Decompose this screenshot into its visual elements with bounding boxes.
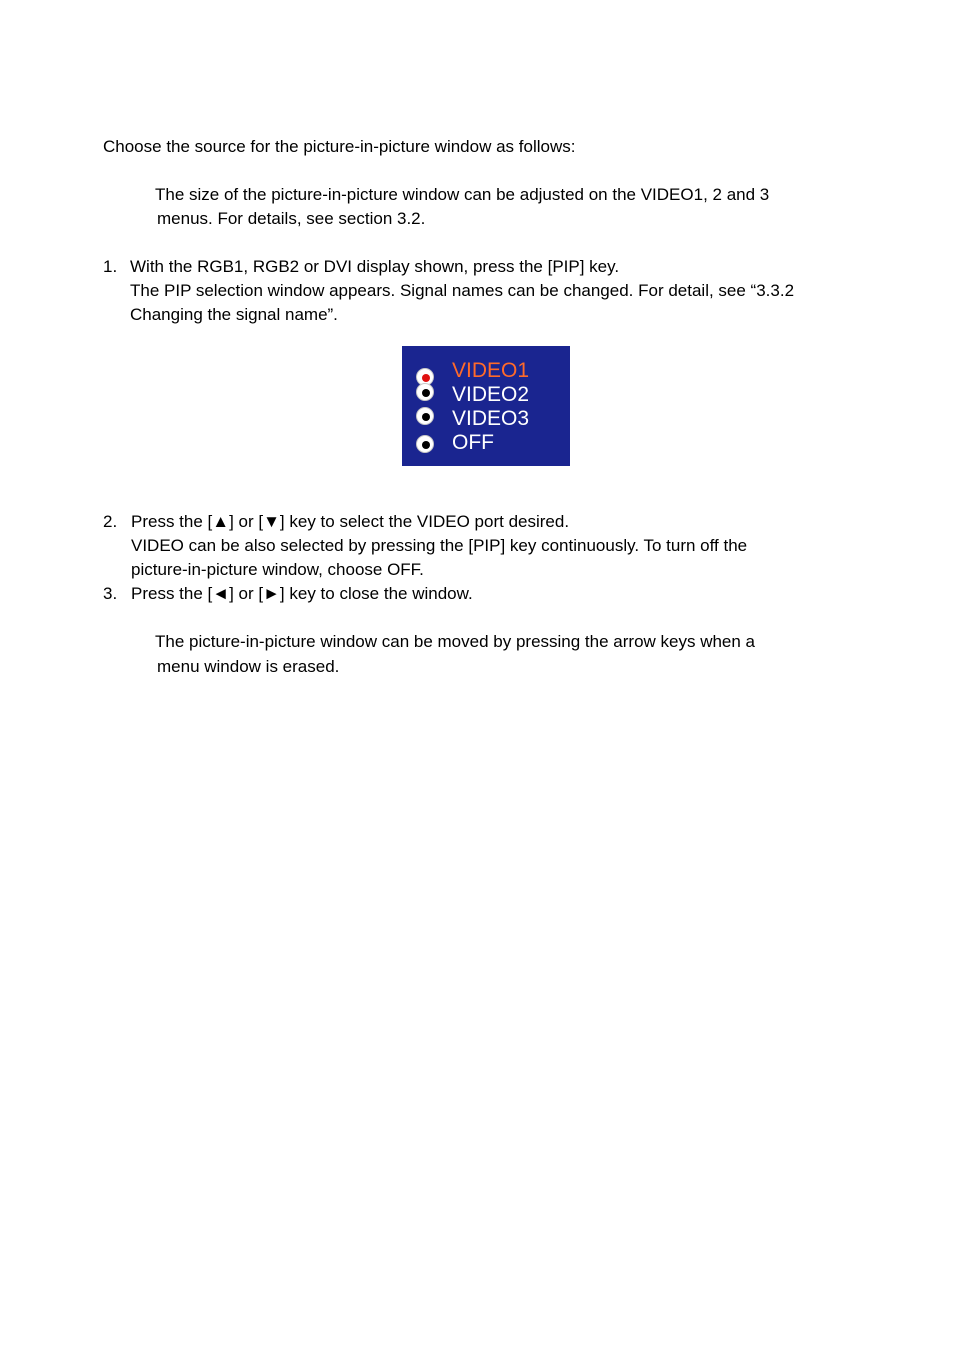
step-2-line-3: picture-in-picture window, choose OFF. xyxy=(131,560,424,579)
pip-option-off[interactable] xyxy=(402,430,570,454)
step-1-line-2: The PIP selection window appears. Signal names can be changed. For detail, see “3.3.2 xyxy=(130,281,795,300)
pip-option-label: VIDEO1 xyxy=(452,359,530,382)
note-size-line-1: The size of the picture-in-picture window can be adjusted on the VIDEO1, 2 and 3 xyxy=(155,185,770,204)
radio-unselected-icon xyxy=(416,383,434,401)
pip-option-video2[interactable] xyxy=(402,382,570,406)
pip-option-label: VIDEO3 xyxy=(452,407,530,430)
intro-text: Choose the source for the picture-in-picture window as follows: xyxy=(103,137,576,156)
pip-option-label: VIDEO2 xyxy=(452,383,530,406)
step-3-line-1: Press the [◄] or [►] key to close the window. xyxy=(131,584,473,603)
radio-unselected-icon xyxy=(416,435,434,453)
note-move-line-2: menu window is erased. xyxy=(157,657,340,676)
pip-option-video3[interactable] xyxy=(402,406,570,430)
step-2-line-2: VIDEO can be also selected by pressing the [PIP] key continuously. To turn off the xyxy=(131,536,748,555)
pip-option-video1[interactable] xyxy=(402,358,570,382)
step-1-number: 1. xyxy=(103,257,118,276)
step-1-line-3: Changing the signal name”. xyxy=(130,305,338,324)
radio-unselected-icon xyxy=(416,407,434,425)
step-1-line-1: With the RGB1, RGB2 or DVI display shown, press the [PIP] key. xyxy=(130,257,620,276)
note-size-line-2: menus. For details, see section 3.2. xyxy=(157,209,426,228)
step-3-number: 3. xyxy=(103,584,118,603)
pip-selection-window xyxy=(402,346,570,466)
step-2-number: 2. xyxy=(103,512,118,531)
note-move-line-1: The picture-in-picture window can be moved by pressing the arrow keys when a xyxy=(155,632,756,651)
pip-option-label: OFF xyxy=(452,431,494,454)
step-2-line-1: Press the [▲] or [▼] key to select the VIDEO port desired. xyxy=(131,512,570,531)
